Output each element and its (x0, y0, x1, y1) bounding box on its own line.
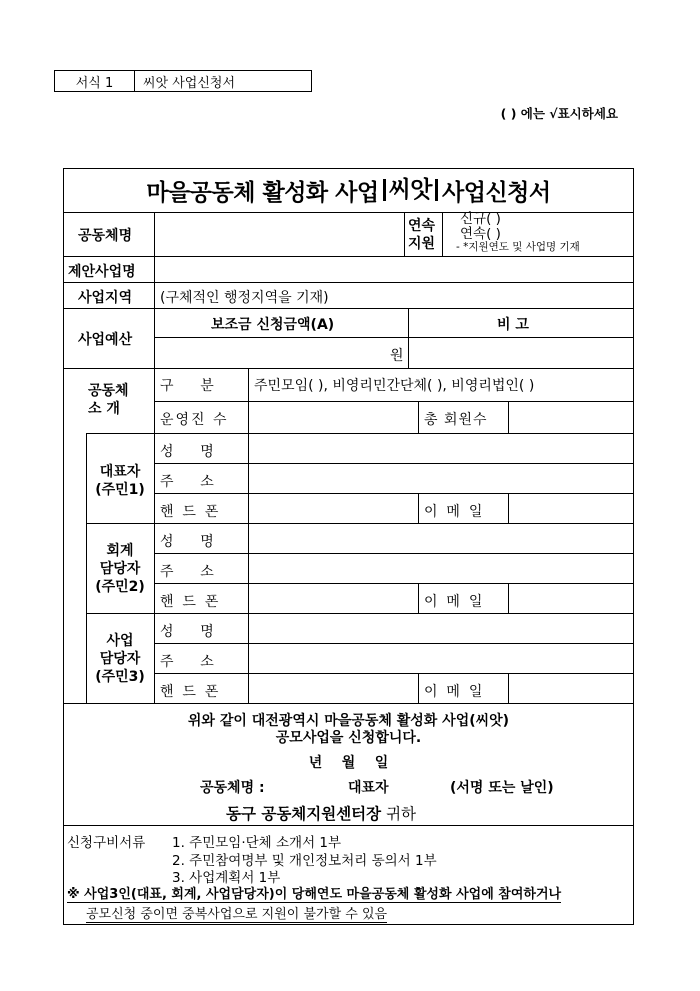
person2-name-label: 성 명 (160, 534, 214, 550)
recipient-name: 동구 공동체지원센터장 (226, 805, 382, 823)
line (154, 368, 155, 703)
line (154, 212, 155, 368)
line (63, 308, 634, 309)
person1-phone-label: 핸 드 폰 (160, 504, 219, 520)
documents-label: 신청구비서류 (67, 835, 146, 851)
line (154, 583, 634, 584)
line (63, 282, 634, 283)
support-label-1: 연속 (408, 218, 436, 234)
person2-title-2: 담당자 (99, 561, 141, 577)
region-hint[interactable]: (구체적인 행정지역을 기재) (160, 290, 329, 306)
line (63, 256, 634, 257)
person3-phone-label: 핸 드 폰 (160, 684, 219, 700)
line (418, 493, 419, 523)
line (154, 493, 634, 494)
line (154, 673, 634, 674)
budget-amount-field[interactable] (156, 339, 386, 366)
line (63, 212, 634, 213)
declaration-date[interactable]: 년 월 일 (308, 755, 389, 771)
sign-community-label: 공동체명 : (200, 780, 265, 796)
person1-title-2: (주민1) (95, 482, 145, 498)
person2-title-1: 회계 (106, 543, 134, 559)
line (408, 308, 409, 368)
community-name-label: 공동체명 (78, 228, 133, 244)
form-name: 씨앗 사업신청서 (143, 75, 236, 91)
person3-title-1: 사업 (106, 633, 134, 649)
line (154, 337, 634, 338)
line (404, 212, 405, 256)
form-code: 서식 1 (55, 71, 135, 91)
budget-remark-header: 비 고 (497, 317, 529, 333)
proposal-field[interactable] (156, 258, 632, 280)
member-count-label: 총 회원수 (424, 412, 488, 428)
person3-name-label: 성 명 (160, 624, 214, 640)
sign-seal-label[interactable]: (서명 또는 날인) (450, 780, 554, 796)
line (154, 463, 634, 464)
notice-line1: ※ 사업3인(대표, 회계, 사업담당자)이 당해연도 마을공동체 활성화 사업에 참여하거나 (67, 883, 561, 903)
document-item-1: 1. 주민모임·단체 소개서 1부 (172, 835, 342, 851)
person3-title-2: 담당자 (99, 651, 141, 667)
line (508, 493, 509, 523)
support-note: - *지원연도 및 사업명 기재 (456, 241, 580, 253)
notice-line2: 공모신청 중이면 중복사업으로 지원이 불가할 수 있음 (86, 903, 387, 923)
category-label: 구 분 (160, 378, 214, 394)
line (86, 523, 634, 524)
title-post: 사업신청서 (442, 179, 551, 206)
line (508, 673, 509, 703)
recipient (226, 802, 416, 824)
person2-title-3: (주민2) (95, 579, 145, 595)
check-note: ( ) 에는 √표시하세요 (500, 106, 618, 121)
declaration-line2: 공모사업을 신청합니다. (275, 730, 422, 746)
form-label-box (54, 70, 312, 92)
line (154, 553, 634, 554)
staff-count-label: 운영진 수 (160, 412, 229, 428)
support-label-2: 지원 (408, 236, 436, 252)
line (442, 212, 443, 256)
line (418, 583, 419, 613)
line (86, 433, 634, 434)
person1-title-1: 대표자 (99, 464, 141, 480)
person3-title-3: (주민3) (95, 669, 145, 685)
line (508, 583, 509, 613)
line (63, 368, 634, 369)
region-label: 사업지역 (78, 290, 133, 306)
line (154, 401, 634, 402)
budget-amount-header: 보조금 신청금액(A) (211, 317, 335, 333)
person1-email-label: 이 메 일 (424, 504, 483, 520)
form-title (63, 168, 634, 212)
line (248, 368, 249, 703)
budget-unit: 원 (390, 348, 404, 364)
line (418, 401, 419, 433)
title-pre: 마을공동체 활성화 사업 (146, 179, 379, 206)
budget-label: 사업예산 (78, 332, 133, 348)
person3-email-label: 이 메 일 (424, 684, 483, 700)
budget-remark-field[interactable] (410, 339, 632, 366)
intro-label-2: 소 개 (88, 401, 120, 417)
person3-address-label: 주 소 (160, 654, 214, 670)
support-continued-option[interactable]: 연속( ) (460, 226, 501, 242)
person2-phone-label: 핸 드 폰 (160, 594, 219, 610)
recipient-honorific: 귀하 (386, 805, 417, 823)
person1-address-label: 주 소 (160, 474, 214, 490)
support-new-option[interactable]: 신규( ) (460, 211, 501, 227)
document-item-3: 3. 사업계획서 1부 (172, 870, 281, 886)
person2-address-label: 주 소 (160, 564, 214, 580)
line (418, 673, 419, 703)
line (154, 643, 634, 644)
line (508, 401, 509, 433)
title-bracket: 씨앗 (383, 179, 438, 201)
category-options[interactable]: 주민모임( ), 비영리민간단체( ), 비영리법인( ) (254, 378, 535, 394)
intro-label-1: 공동체 (88, 383, 129, 399)
community-name-field[interactable] (156, 214, 402, 254)
document-item-2: 2. 주민참여명부 및 개인정보처리 동의서 1부 (172, 853, 437, 869)
sign-representative-label: 대표자 (348, 780, 389, 796)
declaration-line1: 위와 같이 대전광역시 마을공동체 활성화 사업(씨앗) (187, 713, 510, 729)
proposal-label: 제안사업명 (68, 264, 136, 280)
line (63, 703, 634, 704)
person2-email-label: 이 메 일 (424, 594, 483, 610)
person1-name-label: 성 명 (160, 444, 214, 460)
line (86, 613, 634, 614)
line (63, 825, 634, 826)
